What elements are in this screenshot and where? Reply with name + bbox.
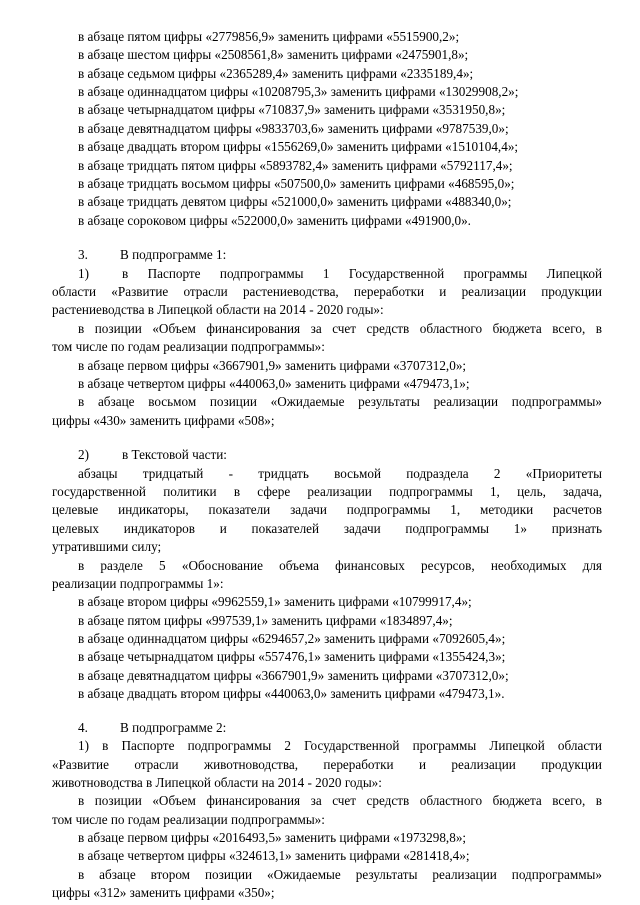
paragraph-line: абзацы тридцатый - тридцать восьмой подраздела 2 «Приоритеты: [78, 465, 602, 481]
amendment-line: в абзаце пятом цифры «2779856,9» заменить цифрами «5515900,2»;: [78, 29, 460, 44]
amendment-line: в абзаце сороковом цифры «522000,0» заменить цифрами «491900,0».: [78, 212, 471, 228]
amendment-line: в абзаце первом цифры «2016493,5» заменить цифрами «1973298,8»;: [78, 829, 467, 845]
amendment-line: в абзаце двадцать втором цифры «440063,0» заменить цифрами «479473,1».: [78, 686, 505, 701]
paragraph-line: целевых индикаторов и показателей задачи подпрограммы 1» признать: [52, 520, 602, 536]
paragraph-line: в разделе 5 «Обоснование объема финансовых ресурсов, необходимых для: [78, 557, 602, 573]
amendment-line: в абзаце двадцать втором цифры «1556269,0» заменить цифрами «1510104,4»;: [78, 139, 519, 155]
amendment-line: в абзаце шестом цифры «2508561,8» заменить цифрами «2475901,8»;: [78, 47, 469, 63]
amendment-line: в абзаце девятнадцатом цифры «9833703,6» заменить цифрами «9787539,0»;: [78, 120, 509, 136]
section-title: В подпрограмме 2:: [120, 719, 227, 735]
paragraph-line: в абзаце восьмом позиции «Ожидаемые результаты реализации подпрограммы»: [78, 394, 602, 410]
paragraph-line: цифры «312» заменить цифрами «350»;: [52, 885, 275, 900]
amendment-line: в абзаце тридцать пятом цифры «5893782,4» заменить цифрами «5792117,4»;: [78, 157, 513, 173]
item-title: в Текстовой части:: [122, 447, 227, 463]
amendment-line: в абзаце тридцать девятом цифры «521000,0» заменить цифрами «488340,0»;: [78, 194, 512, 210]
amendment-line: в абзаце втором цифры «9962559,1» заменить цифрами «10799917,4»;: [78, 594, 472, 610]
amendment-line: в абзаце четвертом цифры «440063,0» заменить цифрами «479473,1»;: [78, 375, 470, 391]
paragraph-line: в позиции «Объем финансирования за счет средств областного бюджета всего, в: [78, 793, 602, 809]
amendment-line: в абзаце девятнадцатом цифры «3667901,9» заменить цифрами «3707312,0»;: [78, 667, 509, 683]
amendment-line: в абзаце четырнадцатом цифры «710837,9» заменить цифрами «3531950,8»;: [78, 102, 506, 118]
paragraph-line: 1) в Паспорте подпрограммы 2 Государственной программы Липецкой области: [78, 738, 602, 754]
amendment-line: в абзаце пятом цифры «997539,1» заменить цифрами «1834897,4»;: [78, 612, 453, 628]
paragraph-line: утратившими силу;: [52, 539, 162, 555]
paragraph-line: целевые индикаторы, показатели задачи подпрограммы 1, методики расчетов: [52, 502, 602, 518]
paragraph-line: государственной политики в сфере реализации подпрограммы 1, цель, задача,: [52, 484, 602, 500]
paragraph-line: растениеводства в Липецкой области на 2014 - 2020 годы»:: [52, 302, 384, 318]
paragraph-line: области «Развитие отрасли растениеводства, переработки и реализации продукции: [52, 284, 602, 300]
paragraph-line: цифры «430» заменить цифрами «508»;: [52, 412, 275, 428]
paragraph-line: в абзаце втором позиции «Ожидаемые результаты реализации подпрограммы»: [78, 866, 602, 882]
paragraph-line: животноводства в Липецкой области на 2014 - 2020 годы»:: [52, 774, 382, 790]
paragraph-line: «Развитие отрасли животноводства, переработки и реализации продукции: [52, 756, 602, 772]
paragraph-line: реализации подпрограммы 1»:: [52, 575, 224, 591]
amendment-line: в абзаце четырнадцатом цифры «557476,1» заменить цифрами «1355424,3»;: [78, 649, 506, 665]
amendment-line: в абзаце тридцать восьмом цифры «507500,0» заменить цифрами «468595,0»;: [78, 175, 515, 191]
amendment-line: в абзаце одиннадцатом цифры «10208795,3» заменить цифрами «13029908,2»;: [78, 84, 519, 100]
amendment-line: в абзаце четвертом цифры «324613,1» заменить цифрами «281418,4»;: [78, 848, 470, 864]
paragraph-line: в Паспорте подпрограммы 1 Государственной программы Липецкой: [122, 265, 602, 281]
section-number: 3.: [78, 247, 88, 263]
paragraph-line: том числе по годам реализации подпрограммы»:: [52, 339, 325, 355]
section-number: 4.: [78, 719, 88, 735]
item-number: 2): [78, 447, 89, 463]
amendment-line: в абзаце седьмом цифры «2365289,4» заменить цифрами «2335189,4»;: [78, 65, 474, 81]
section-title: В подпрограмме 1:: [120, 247, 227, 263]
paragraph-line: том числе по годам реализации подпрограммы»:: [52, 811, 325, 827]
item-number: 1): [78, 265, 89, 281]
amendment-line: в абзаце одиннадцатом цифры «6294657,2» заменить цифрами «7092605,4»;: [78, 630, 506, 646]
paragraph-line: в позиции «Объем финансирования за счет средств областного бюджета всего, в: [78, 320, 602, 336]
amendment-line: в абзаце первом цифры «3667901,9» заменить цифрами «3707312,0»;: [78, 357, 467, 373]
